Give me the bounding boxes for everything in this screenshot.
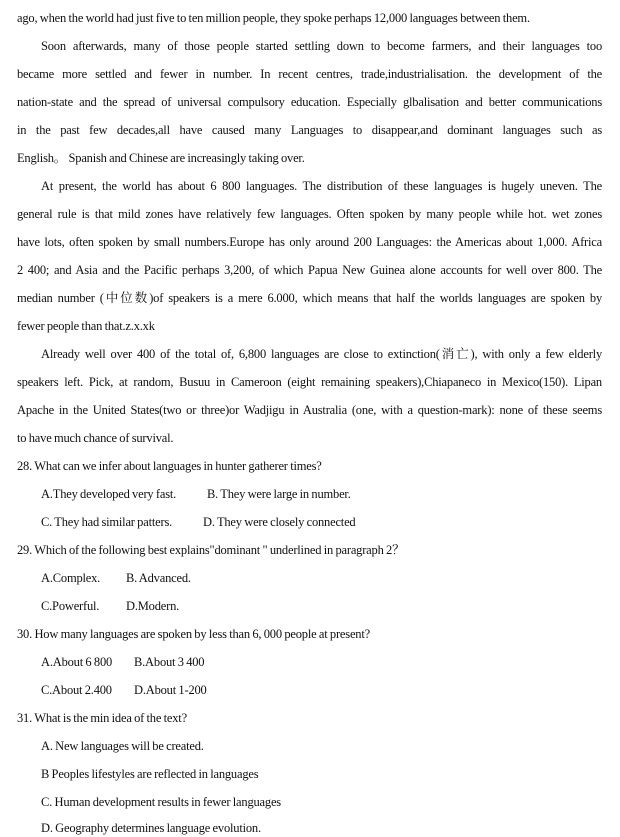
option-31-a: A. New languages will be created. (41, 739, 204, 753)
passage-line: nation-state and the spread of universal compulsory education. Especially glbalisation and better communications (17, 95, 602, 109)
passage-line: fewer people than that.z.x.xk (17, 319, 155, 333)
question-stem-29: 29. Which of the following best explains"dominant " underlined in paragraph 2？ (17, 543, 405, 557)
passage-line: median number (中位数)of speakers is a mere 6.000, which means that half the worlds languages are spoken by (17, 291, 602, 305)
passage-line: English。 Spanish and Chinese are increasingly taking over. (17, 151, 305, 165)
option-29-a: A.Complex. (41, 571, 101, 585)
question-stem-31: 31. What is the min idea of the text? (17, 711, 187, 725)
question-stem-28: 28. What can we infer about languages in hunter gatherer times? (17, 459, 322, 473)
passage-line: speakers left. Pick, at random, Busuu in Cameroon (eight remaining speakers),Chiapaneco in Mexico(150). Lipan (17, 375, 602, 389)
option-29-b: B. Advanced. (126, 571, 191, 585)
passage-line: became more settled and fewer in number. In recent centres, trade,industrialisation. the development of the (17, 67, 602, 81)
option-31-b: B Peoples lifestyles are reflected in languages (41, 767, 259, 781)
option-30-a: A.About 6 800 (41, 655, 113, 669)
passage-line: general rule is that mild zones have relatively few languages. Often spoken by many people while hot. wet zones (17, 207, 602, 221)
option-28-c: C. They had similar patters. (41, 515, 173, 529)
passage-line: 2 400; and Asia and the Pacific perhaps 3,200, of which Papua New Guinea alone accounts for well over 800. The (17, 263, 602, 277)
passage-line: to have much chance of survival. (17, 431, 174, 445)
passage-line: ago, when the world had just five to ten million people, they spoke perhaps 12,000 languages between them. (17, 11, 530, 25)
option-29-d: D.Modern. (126, 599, 180, 613)
option-28-a: A.They developed very fast. (41, 487, 177, 501)
passage-line: Apache in the United States(two or three)or Wadjigu in Australia (one, with a question-mark): none of these seems (17, 403, 602, 417)
option-30-b: B.About 3 400 (134, 655, 205, 669)
option-28-d: D. They were closely connected (203, 515, 356, 529)
passage-line: Soon afterwards, many of those people started settling down to become farmers, and their languages too (41, 39, 602, 53)
passage-line: Already well over 400 of the total of, 6,800 languages are close to extinction(消亡), with only a few elderly (41, 347, 602, 361)
option-30-c: C.About 2.400 (41, 683, 112, 697)
question-stem-30: 30. How many languages are spoken by less than 6, 000 people at present? (17, 627, 370, 641)
option-29-c: C.Powerful. (41, 599, 100, 613)
option-31-c: C. Human development results in fewer languages (41, 795, 281, 809)
passage-line: in the past few decades,all have caused many Languages to disappear,and dominant languages such as (17, 123, 602, 137)
passage-line: have lots, often spoken by small numbers.Europe has only around 200 Languages: the Americas about 1,000. Africa (17, 235, 602, 249)
option-28-b: B. They were large in number. (207, 487, 351, 501)
passage-line: At present, the world has about 6 800 languages. The distribution of these languages is hugely uneven. The (41, 179, 602, 193)
option-31-d: D. Geography determines language evolution. (41, 821, 261, 835)
option-30-d: D.About 1-200 (134, 683, 207, 697)
